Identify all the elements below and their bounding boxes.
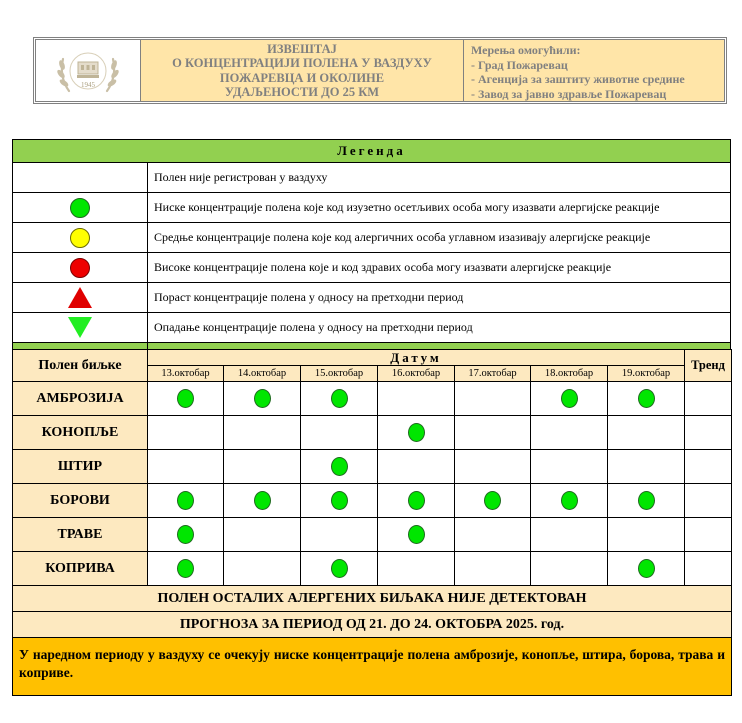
- sponsor-item: - Агенција за заштиту животне средине: [471, 72, 685, 86]
- trend-cell: [685, 518, 732, 552]
- trend-cell: [685, 416, 732, 450]
- level-cell: [378, 382, 455, 416]
- level-cell: [455, 518, 531, 552]
- level-cell: [148, 552, 224, 586]
- legend-row: [13, 283, 731, 313]
- green-circle-icon: [254, 389, 271, 408]
- green-circle-icon: [177, 559, 194, 578]
- legend-text: Опадање концентрације полена у односу на претходни период: [148, 313, 731, 343]
- plant-row: [13, 484, 732, 518]
- date-header: 18.октобар: [531, 366, 608, 382]
- level-cell: [608, 416, 685, 450]
- level-cell: [378, 416, 455, 450]
- green-circle-icon: [177, 525, 194, 544]
- legend-text: Полен није регистрован у ваздуху: [148, 163, 731, 193]
- pollen-table: [12, 349, 732, 696]
- legend-table: [12, 139, 731, 350]
- level-cell: [608, 450, 685, 484]
- plant-row: [13, 450, 732, 484]
- level-cell: [378, 450, 455, 484]
- other-allergens-note: ПОЛЕН ОСТАЛИХ АЛЕРГЕНИХ БИЉАКА НИЈЕ ДЕТЕКТОВАН: [13, 586, 732, 612]
- red-triangle-up-icon: [68, 287, 92, 308]
- green-circle-icon: [177, 491, 194, 510]
- level-cell: [455, 382, 531, 416]
- trend-cell: [685, 552, 732, 586]
- level-cell: [301, 484, 378, 518]
- legend-row: [13, 193, 731, 223]
- legend-title: Легенда: [13, 140, 731, 163]
- yellow-circle-icon: [70, 228, 90, 248]
- level-cell: [455, 484, 531, 518]
- legend-text: Пораст концентрације полена у односу на претходни период: [148, 283, 731, 313]
- legend-symbol-none: [13, 163, 148, 193]
- level-cell: [608, 552, 685, 586]
- level-cell: [455, 450, 531, 484]
- level-cell: [531, 484, 608, 518]
- level-cell: [148, 450, 224, 484]
- institute-emblem-icon: [55, 41, 121, 101]
- level-cell: [148, 416, 224, 450]
- plant-name: ШТИР: [13, 450, 148, 484]
- legend-row: [13, 253, 731, 283]
- green-circle-icon: [254, 491, 271, 510]
- green-triangle-down-icon: [68, 317, 92, 338]
- sponsor-item: - Град Пожаревац: [471, 57, 568, 72]
- red-circle-icon: [70, 258, 90, 278]
- level-cell: [224, 518, 301, 552]
- legend-text: Ниске концентрације полена које код изузетно осетљивих особа могу изазвати алергијске реакције: [148, 193, 731, 223]
- forecast-text: У наредном периоду у ваздуху се очекују ниске концентрације полена амброзије, конопље, штира, борова, трава и коприве.: [13, 638, 732, 696]
- report-header: [33, 37, 727, 104]
- title-line: УДАЉЕНОСТИ ДО 25 КМ: [224, 85, 380, 99]
- plant-name: КОНОПЉЕ: [13, 416, 148, 450]
- green-circle-icon: [408, 491, 425, 510]
- level-cell: [301, 416, 378, 450]
- plant-name: АМБРОЗИЈА: [13, 382, 148, 416]
- level-cell: [608, 484, 685, 518]
- legend-text: Високе концентрације полена које и код здравих особа могу изазвати алергијске реакције: [148, 253, 731, 283]
- green-circle-icon: [331, 559, 348, 578]
- forecast-title: ПРОГНОЗА ЗА ПЕРИОД ОД 21. ДО 24. ОКТОБРА 2025. год.: [13, 612, 732, 638]
- trend-cell: [685, 484, 732, 518]
- logo-cell: [36, 40, 141, 101]
- level-cell: [455, 416, 531, 450]
- green-circle-icon: [561, 491, 578, 510]
- level-cell: [224, 484, 301, 518]
- legend-row: [13, 163, 731, 193]
- level-cell: [608, 518, 685, 552]
- green-circle-icon: [331, 457, 348, 476]
- level-cell: [301, 382, 378, 416]
- level-cell: [608, 382, 685, 416]
- level-cell: [224, 416, 301, 450]
- date-header: 19.октобар: [608, 366, 685, 382]
- green-circle-icon: [484, 491, 501, 510]
- level-cell: [378, 552, 455, 586]
- title-line: О КОНЦЕНТРАЦИЈИ ПОЛЕНА У ВАЗДУХУ: [172, 56, 432, 70]
- plant-name: БОРОВИ: [13, 484, 148, 518]
- legend-row: [13, 313, 731, 343]
- trend-cell: [685, 450, 732, 484]
- level-cell: [301, 552, 378, 586]
- level-cell: [224, 450, 301, 484]
- date-header: 13.октобар: [148, 366, 224, 382]
- level-cell: [531, 416, 608, 450]
- plant-row: [13, 416, 732, 450]
- green-circle-icon: [561, 389, 578, 408]
- plant-column-header: Полен биљке: [13, 350, 148, 382]
- green-circle-icon: [331, 491, 348, 510]
- logo-year: 1945: [81, 80, 95, 89]
- date-header: 16.октобар: [378, 366, 455, 382]
- sponsor-item: - Завод за јавно здравље Пожаревац: [471, 86, 667, 101]
- plant-name: ТРАВЕ: [13, 518, 148, 552]
- level-cell: [531, 450, 608, 484]
- date-header: 15.октобар: [301, 366, 378, 382]
- level-cell: [378, 518, 455, 552]
- green-circle-icon: [177, 389, 194, 408]
- trend-cell: [685, 382, 732, 416]
- plant-row: [13, 382, 732, 416]
- level-cell: [148, 382, 224, 416]
- level-cell: [531, 552, 608, 586]
- title-line: ПОЖАРЕВЦА И ОКОЛИНЕ: [219, 70, 385, 85]
- level-cell: [148, 518, 224, 552]
- level-cell: [224, 552, 301, 586]
- legend-text: Средње концентрације полена које код алергичних особа углавном изазивају алергијске реакције: [148, 223, 731, 253]
- level-cell: [224, 382, 301, 416]
- plant-row: [13, 552, 732, 586]
- report-title: [141, 40, 464, 101]
- level-cell: [455, 552, 531, 586]
- sponsors-block: [464, 40, 724, 101]
- date-header: 17.октобар: [455, 366, 531, 382]
- green-circle-icon: [638, 389, 655, 408]
- legend-row: [13, 223, 731, 253]
- green-circle-icon: [408, 525, 425, 544]
- level-cell: [531, 518, 608, 552]
- level-cell: [378, 484, 455, 518]
- date-group-header: Датум: [148, 350, 685, 366]
- plant-row: [13, 518, 732, 552]
- green-circle-icon: [638, 559, 655, 578]
- green-circle-icon: [70, 198, 90, 218]
- green-circle-icon: [408, 423, 425, 442]
- title-line: ИЗВЕШТАЈ: [267, 41, 337, 56]
- level-cell: [531, 382, 608, 416]
- green-circle-icon: [331, 389, 348, 408]
- date-header: 14.октобар: [224, 366, 301, 382]
- trend-column-header: Тренд: [685, 350, 732, 382]
- plant-name: КОПРИВА: [13, 552, 148, 586]
- level-cell: [301, 518, 378, 552]
- level-cell: [148, 484, 224, 518]
- sponsors-title: Мерења омогућили:: [471, 43, 581, 57]
- level-cell: [301, 450, 378, 484]
- green-circle-icon: [638, 491, 655, 510]
